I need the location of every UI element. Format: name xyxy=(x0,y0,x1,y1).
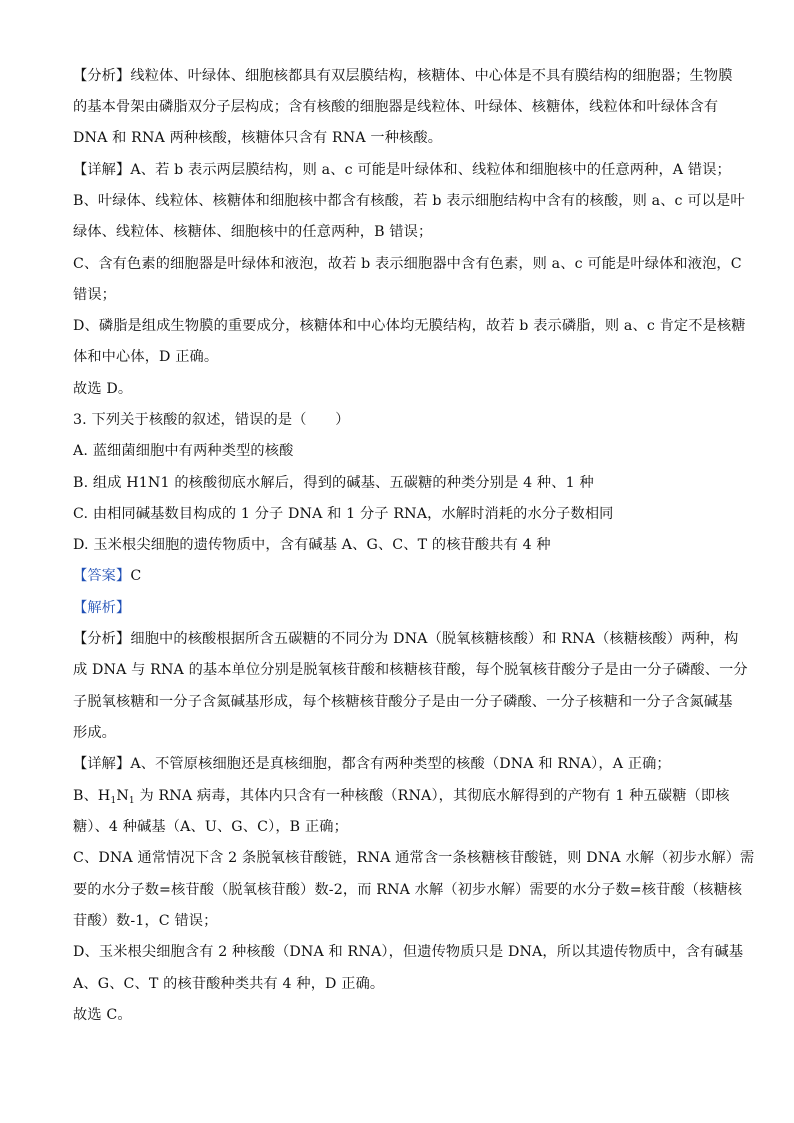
detail-b-conclusion: 故选 C。 xyxy=(73,1007,132,1023)
detail-b-label: 【详解】 xyxy=(73,756,131,772)
detail-a-conclusion: 故选 D。 xyxy=(73,381,133,397)
detail-b-line-2 xyxy=(73,786,730,806)
detail-a-line-3: 绿体、线粒体、核糖体、细胞核中的任意两种，B 错误； xyxy=(73,224,433,240)
answer-line xyxy=(73,566,141,586)
analysis-a-line-2: 的基本骨架由磷脂双分子层构成；含有核酸的细胞器是线粒体、叶绿体、核糖体，线粒体和叶绿体含有 xyxy=(73,99,719,115)
h1n1-formula: $H_1N_1$ xyxy=(97,788,135,806)
detail-a-line-7: 体和中心体，D 正确。 xyxy=(73,349,219,365)
detail-b-text-1: A、不管原核细胞还是真核细胞，都含有两种类型的核酸（DNA 和 RNA），A 正确； xyxy=(130,756,671,772)
detail-b-line-1 xyxy=(73,754,671,774)
detail-b-line-6: 苷酸）数-1，C 错误； xyxy=(73,913,218,929)
answer-label: 【答案】 xyxy=(73,568,131,584)
analysis-b-text-1: 细胞中的核酸根据所含五碳糖的不同分为 DNA（脱氧核糖核酸）和 RNA（核糖核酸）两种，构 xyxy=(130,631,739,647)
detail-b-line-4: C、DNA 通常情况下含 2 条脱氧核苷酸链，RNA 通常含一条核糖核苷酸链，则 DNA 水解（初步水解）需 xyxy=(73,850,755,866)
option-d: D. 玉米根尖细胞的遗传物质中，含有碱基 A、G、C、T 的核苷酸共有 4 种 xyxy=(73,537,551,553)
detail-a-line-1 xyxy=(73,160,731,180)
analysis-b-label: 【分析】 xyxy=(73,631,131,647)
detail-a-label: 【详解】 xyxy=(73,162,131,178)
analysis-b-line-2: 成 DNA 与 RNA 的基本单位分别是脱氧核苷酸和核糖核苷酸，每个脱氧核苷酸分子是由一分子磷酸、一分 xyxy=(73,662,748,678)
analysis-a-line-3: DNA 和 RNA 两种核酸，核糖体只含有 RNA 一种核酸。 xyxy=(73,130,443,146)
detail-b-line-8: A、G、C、T 的核苷酸种类共有 4 种，D 正确。 xyxy=(73,976,385,992)
detail-b-line-5: 要的水分子数=核苷酸（脱氧核苷酸）数-2，而 RNA 水解（初步水解）需要的水分子数=核苷酸（核糖核 xyxy=(73,882,743,898)
analysis-b-line-1 xyxy=(73,629,738,649)
analysis-b-line-4: 形成。 xyxy=(73,725,117,741)
option-a: A. 蓝细菌细胞中有两种类型的核酸 xyxy=(73,443,294,459)
detail-a-line-6: D、磷脂是组成生物膜的重要成分，核糖体和中心体均无膜结构，故若 b 表示磷脂，则 a、c 肯定不是核糖 xyxy=(73,318,746,334)
answer-value: C xyxy=(130,568,142,584)
analysis-b-line-3: 子脱氧核糖和一分子含氮碱基形成，每个核糖核苷酸分子是由一分子磷酸、一分子核糖和一分子含氮碱基 xyxy=(73,694,733,710)
detail-a-line-4: C、含有色素的细胞器是叶绿体和液泡，故若 b 表示细胞器中含有色素，则 a、c 可能是叶绿体和液泡，C xyxy=(73,256,742,272)
option-c: C. 由相同碱基数目构成的 1 分子 DNA 和 1 分子 RNA，水解时消耗的水分子数相同 xyxy=(73,506,614,522)
detail-b-prefix: B、 xyxy=(73,788,98,804)
detail-b-line-7: D、玉米根尖细胞含有 2 种核酸（DNA 和 RNA），但遗传物质只是 DNA，所以其遗传物质中，含有碱基 xyxy=(73,944,744,960)
analysis-a-label: 【分析】 xyxy=(73,68,131,84)
analysis-a-text-1: 线粒体、叶绿体、细胞核都具有双层膜结构，核糖体、中心体是不具有膜结构的细胞器；生物膜 xyxy=(130,68,733,84)
detail-a-line-5: 错误； xyxy=(73,287,117,303)
detail-b-text-2: 为 RNA 病毒，其体内只含有一种核酸（RNA），其彻底水解得到的产物有 1 种五碳糖（即核 xyxy=(134,788,730,804)
jiexi-label: 【解析】 xyxy=(73,600,131,616)
detail-a-line-2: B、叶绿体、线粒体、核糖体和细胞核中都含有核酸，若 b 表示细胞结构中含有的核酸，则 a、c 可以是叶 xyxy=(73,193,745,209)
detail-b-line-3: 糖）、4 种碱基（A、U、G、C），B 正确； xyxy=(73,819,348,835)
detail-a-text-1: A、若 b 表示两层膜结构，则 a、c 可能是叶绿体和、线粒体和细胞核中的任意两种，A 错误； xyxy=(130,162,731,178)
option-b: B. 组成 H1N1 的核酸彻底水解后，得到的碱基、五碳糖的种类分别是 4 种、1 种 xyxy=(73,475,594,491)
analysis-a-line-1 xyxy=(73,66,733,86)
question-stem: 3. 下列关于核酸的叙述，错误的是（ ） xyxy=(73,412,350,428)
